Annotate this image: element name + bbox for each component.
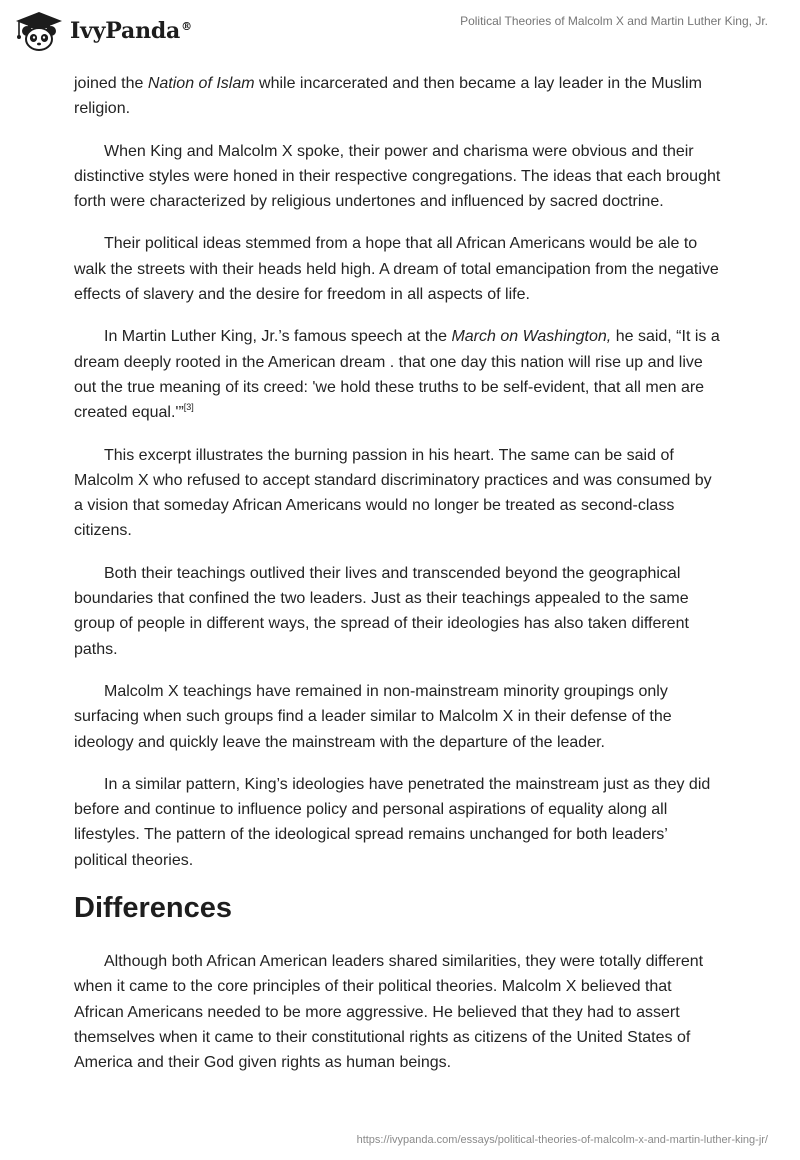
paragraph-5: This excerpt illustrates the burning passion in his heart. The same can be said of Malcolm X who refused to accept standard discriminatory practices and was consumed by a vision that someday African Americans would no longer be treated as second-class citizens. (74, 446, 712, 540)
paragraph-4: In Martin Luther King, Jr.’s famous speech at the March on Washington, he said, “It is a dream deeply rooted in the American dream . that one day this nation will rise up and live out the true meaning of its creed: 'we hold these truths to be self-evident, that all men are created equal.'”[3] (74, 328, 720, 422)
march-on-washington-italic: March on Washington, (451, 328, 612, 346)
source-url[interactable]: https://ivypanda.com/essays/political-theories-of-malcolm-x-and-martin-luther-king-jr/ (356, 1134, 768, 1146)
footnote-ref-3[interactable]: [3] (183, 402, 194, 413)
paragraph-7: Malcolm X teachings have remained in non-mainstream minority groupings only surfacing when such groups find a leader similar to Malcolm X in their defense of the ideology and quickly leave the mainstream with the departure of the leader. (74, 682, 672, 751)
essay-content (74, 71, 724, 1093)
document-title: Political Theories of Malcolm X and Martin Luther King, Jr. (460, 14, 768, 28)
paragraph-6: Both their teachings outlived their lives and transcended beyond the geographical boundaries that confined the two leaders. Just as their teachings appealed to the same group of people in different ways, the spread of their ideologies has also taken different paths. (74, 564, 689, 658)
paragraph-9: Although both African American leaders shared similarities, they were totally different when it came to the core principles of their political theories. Malcolm X believed that African Americans needed to be more aggressive. He believed that they had to assert themselves when it came to their constitutional rights as citizens of the United States of America and their God given rights as human beings. (74, 953, 704, 1072)
nation-of-islam-italic: Nation of Islam (147, 75, 255, 92)
paragraph-1: joined the Nation of Islam while incarcerated and then became a lay leader in the Muslim religion. (74, 75, 702, 118)
paragraph-3: Their political ideas stemmed from a hope that all African Americans would be ale to walk the streets with their heads held high. A dream of total emancipation from the negative effects of slavery and the desire for freedom in all aspects of life. (74, 235, 719, 304)
brand-name: IvyPanda® (70, 18, 192, 44)
paragraph-2: When King and Malcolm X spoke, their power and charisma were obvious and their distinctive styles were honed in their respective congregations. The ideas that each brought forth were characterized by religious undertones and influenced by sacred doctrine. (74, 142, 721, 211)
paragraph-8: In a similar pattern, King’s ideologies have penetrated the mainstream just as they did before and continue to influence policy and personal aspirations of equality along all lifestyles. The pattern of the ideological spread remains unchanged for both leaders’ political theories. (74, 775, 711, 869)
panda-graduate-icon (14, 10, 64, 52)
brand-logo[interactable] (14, 10, 192, 52)
section-heading-differences: Differences (74, 892, 232, 925)
page-header (0, 0, 800, 64)
